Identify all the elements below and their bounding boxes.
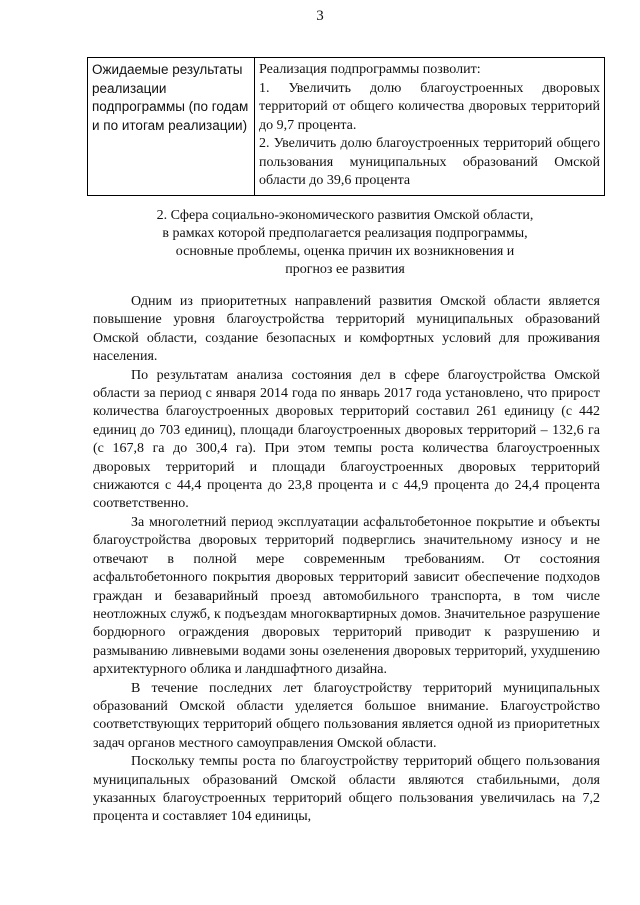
section-heading-line: 2. Сфера социально-экономического развития Омской области, — [156, 208, 534, 223]
section-heading — [95, 207, 595, 279]
table-value-line: 1. Увеличить долю благоустроенных дворовых территорий от общего количества дворовых территорий до 9,7 процента. — [259, 80, 600, 133]
paragraph: За многолетний период эксплуатации асфальтобетонное покрытие и объекты благоустройства дворовых территорий подверглись значительному износу и не отвечают в полной мере современным требованиям. От состояния асфальтобетонного покрытия дворовых территорий зависит обеспечение подходов граждан и безаварийный проезд автомобильного транспорта, в том числе неотложных служб, к подъездам многоквартирных домов. Значительное разрушение бордюрного ограждения дворовых территорий приводит к разрушению и размыванию ливневыми водами зоны озеленения дворовых территорий, ухудшению архитектурного облика и ландшафтного дизайна. — [93, 514, 600, 678]
table-value-line: Реализация подпрограммы позволит: — [259, 62, 481, 77]
table-value-cell — [255, 58, 605, 196]
paragraph: Одним из приоритетных направлений развития Омской области является повышение уровня благоустройства территорий муниципальных образований Омской области, создание безопасных и комфортных условий для проживания населения. — [93, 294, 600, 365]
expected-results-table — [87, 57, 605, 196]
body-text — [93, 293, 600, 827]
table-label-cell: Ожидаемые результаты реализации подпрограммы (по годам и по итогам реализации) — [88, 58, 255, 196]
section-heading-line: в рамках которой предполагается реализация подпрограммы, — [162, 226, 528, 241]
table-row — [88, 58, 605, 196]
page-number: 3 — [316, 8, 324, 24]
paragraph: По результатам анализа состояния дел в сфере благоустройства Омской области за период с января 2014 года по январь 2017 года установлено, что прирост количества благоустроенных дворовых территорий составил 261 единицу (с 442 единиц до 703 единиц), площади благоустроенных дворовых территорий – 132,6 га (с 167,8 га до 300,4 га). При этом темпы роста количества благоустроенных дворовых территорий и площади благоустроенных дворовых территорий снижаются с 44,4 процента до 23,8 процента и с 44,9 процента до 24,4 процента соответственно. — [93, 367, 600, 512]
table-value-line: 2. Увеличить долю благоустроенных территорий общего пользования муниципальных образований Омской области до 39,6 процента — [259, 136, 600, 188]
paragraph: В течение последних лет благоустройству территорий муниципальных образований Омской области уделяется большое внимание. Благоустройство соответствующих территорий общего пользования является одной из приоритетных задач органов местного самоуправления Омской области. — [93, 680, 600, 751]
section-heading-line: основные проблемы, оценка причин их возникновения и — [175, 244, 515, 259]
section-heading-line: прогноз ее развития — [285, 262, 405, 277]
paragraph: Поскольку темпы роста по благоустройству территорий общего пользования муниципальных образований Омской области являются стабильными, доля указанных благоустроенных территорий общего пользования увеличилась на 7,2 процента и составляет 104 единицы, — [93, 754, 600, 825]
